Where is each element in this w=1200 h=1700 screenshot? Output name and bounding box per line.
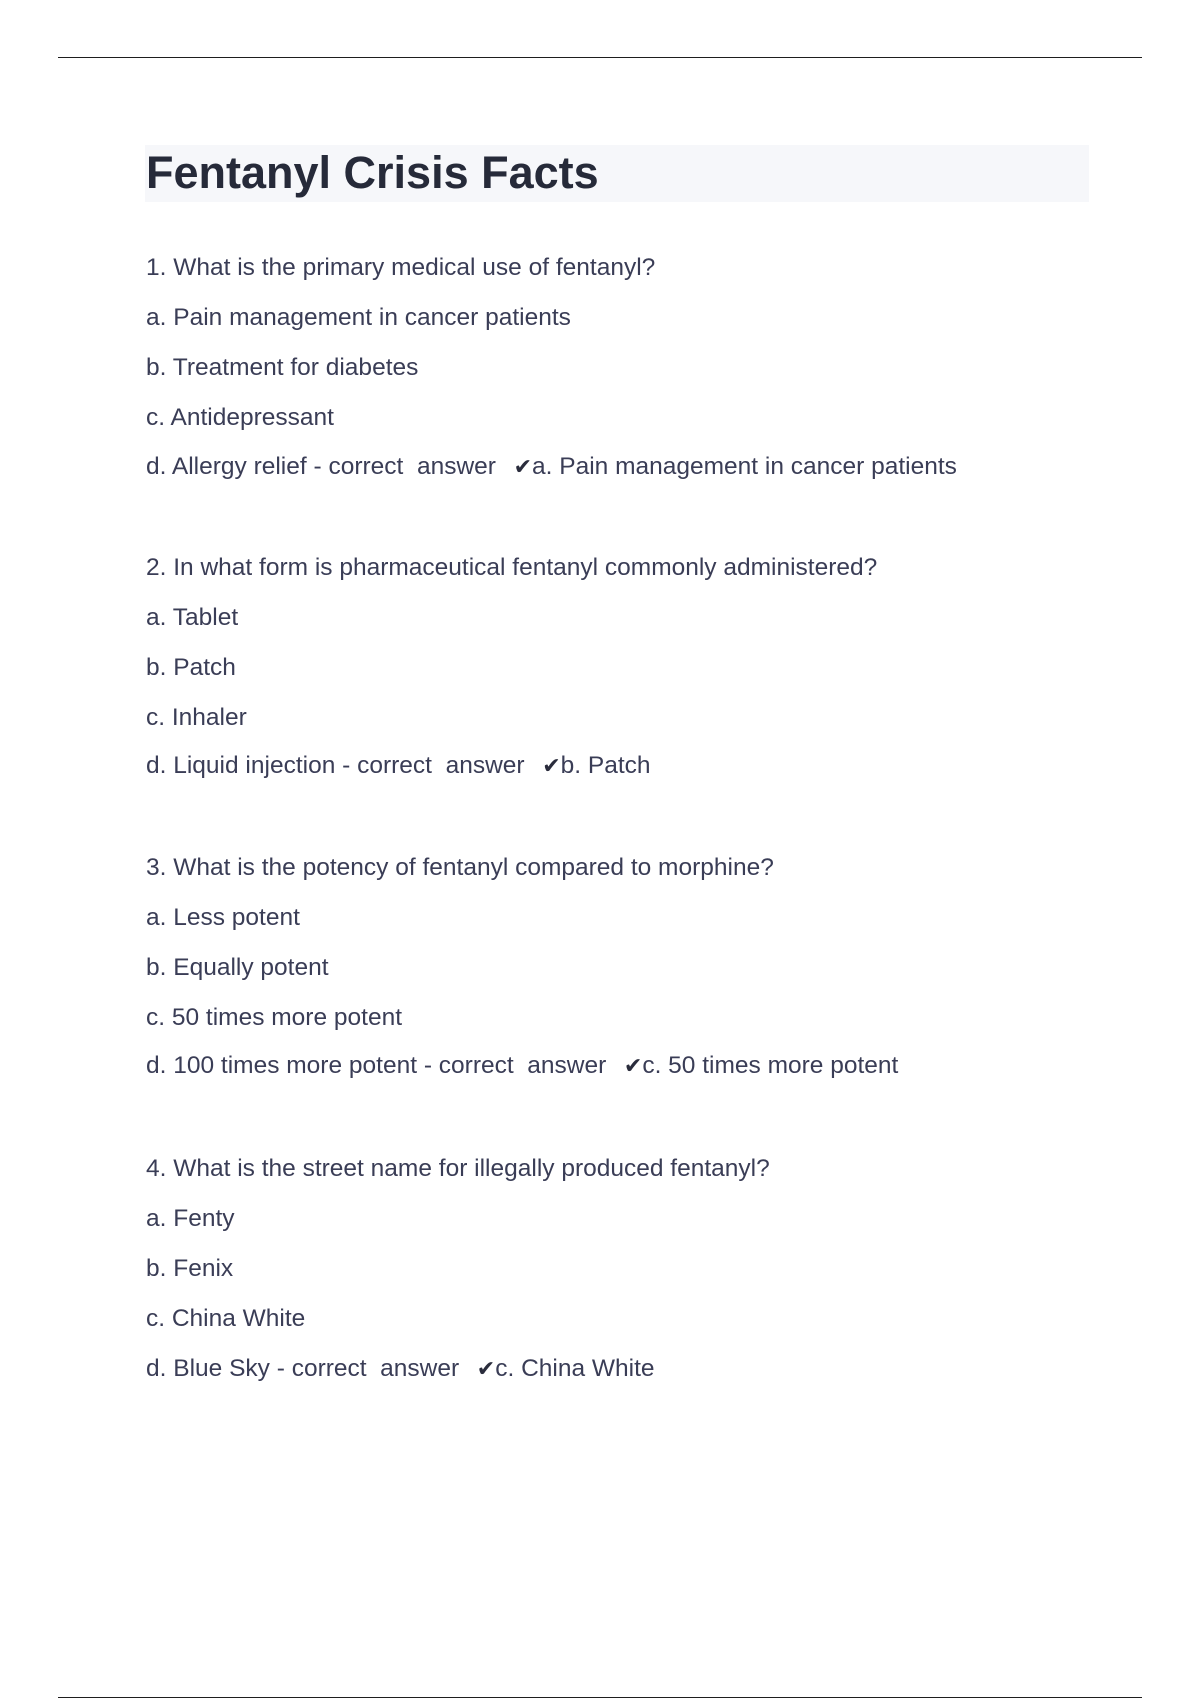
question-text: 2. In what form is pharmaceutical fentanyl commonly administered? xyxy=(146,554,878,581)
question-block-1 xyxy=(146,253,1146,482)
option-d: d. Liquid injection - correct answer xyxy=(146,752,525,779)
top-rule xyxy=(58,57,1142,58)
option-d-with-answer xyxy=(146,1051,1146,1081)
checkmark-icon: ✔ xyxy=(623,1054,643,1079)
question-block-3 xyxy=(146,853,1146,1081)
question-block-2 xyxy=(146,553,1146,781)
option-a: a. Fenty xyxy=(146,1205,235,1232)
option-a: a. Pain management in cancer patients xyxy=(146,304,571,331)
option-b: b. Treatment for diabetes xyxy=(146,354,419,381)
option-d: d. Blue Sky - correct answer xyxy=(146,1355,460,1382)
option-d-with-answer xyxy=(146,1354,1146,1384)
option-d-with-answer xyxy=(146,751,1146,781)
option-c: c. 50 times more potent xyxy=(146,1004,403,1031)
option-c: c. Inhaler xyxy=(146,704,247,731)
option-c: c. China White xyxy=(146,1305,306,1332)
option-a: a. Tablet xyxy=(146,604,239,631)
page-title: Fentanyl Crisis Facts xyxy=(146,147,599,198)
checkmark-icon: ✔ xyxy=(513,455,532,480)
option-b: b. Fenix xyxy=(146,1255,234,1282)
option-a: a. Less potent xyxy=(146,904,300,931)
question-text: 1. What is the primary medical use of fentanyl? xyxy=(146,254,656,281)
question-text: 3. What is the potency of fentanyl compared to morphine? xyxy=(146,854,774,881)
correct-answer: a. Pain management in cancer patients xyxy=(532,453,957,480)
option-b: b. Equally potent xyxy=(146,954,329,981)
option-d: d. 100 times more potent - correct answer xyxy=(146,1052,607,1079)
correct-answer: c. China White xyxy=(495,1355,655,1382)
checkmark-icon: ✔ xyxy=(542,754,561,779)
option-c: c. Antidepressant xyxy=(146,404,334,431)
correct-answer: c. 50 times more potent xyxy=(642,1052,899,1079)
option-d: d. Allergy relief - correct answer xyxy=(146,453,496,480)
question-text: 4. What is the street name for illegally produced fentanyl? xyxy=(146,1155,770,1182)
checkmark-icon: ✔ xyxy=(476,1357,496,1382)
option-d-with-answer xyxy=(146,452,1146,482)
correct-answer: b. Patch xyxy=(560,752,651,779)
question-block-4 xyxy=(146,1154,1146,1384)
option-b: b. Patch xyxy=(146,654,236,681)
bottom-rule xyxy=(58,1697,1142,1698)
